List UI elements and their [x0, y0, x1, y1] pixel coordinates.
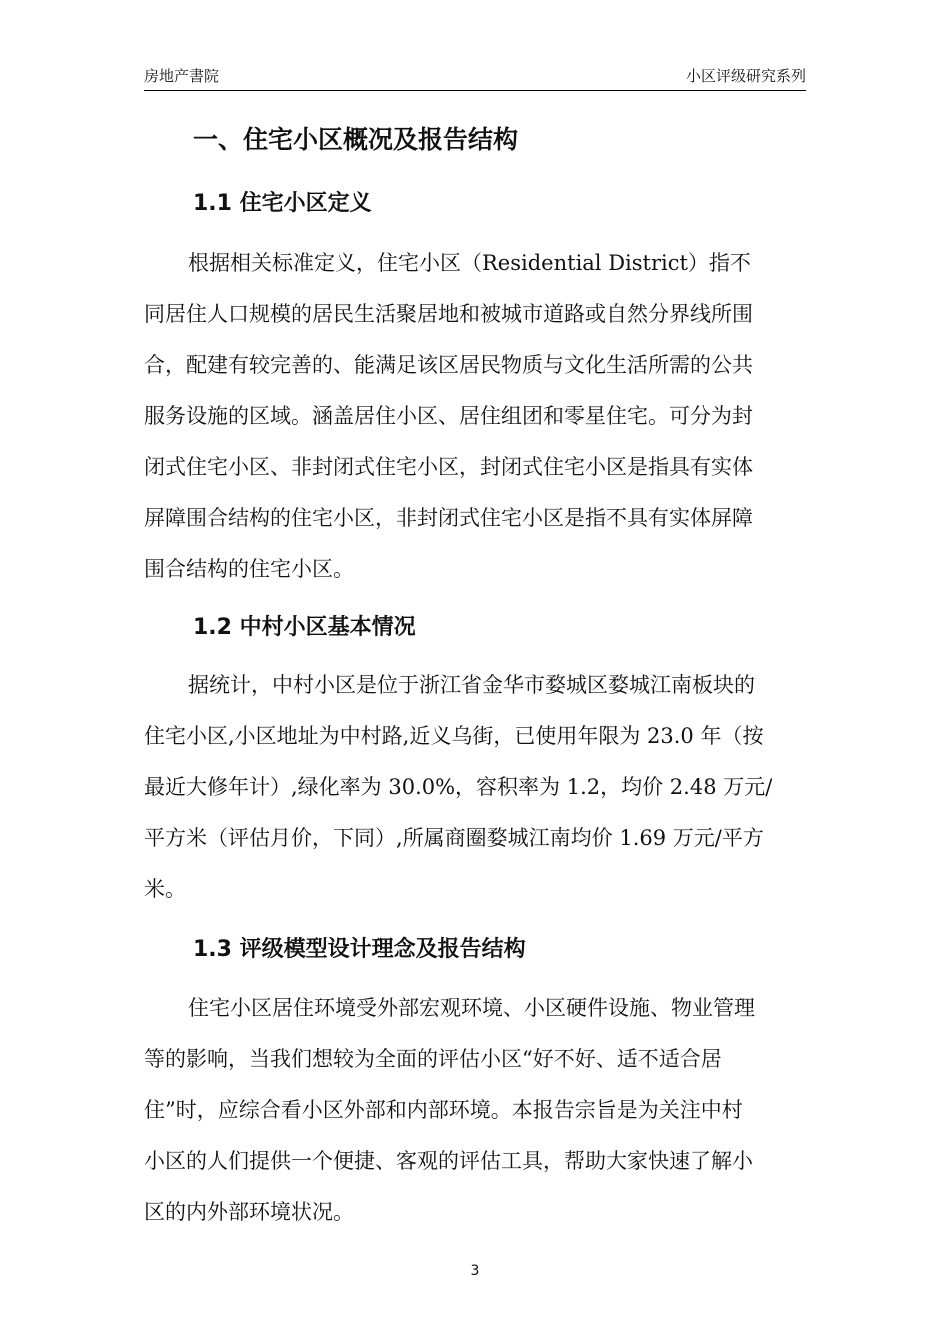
- text-line: 闭式住宅小区、非封闭式住宅小区，封闭式住宅小区是指具有实体: [144, 455, 753, 479]
- header-series: 小区评级研究系列: [685, 67, 806, 85]
- text-line: 最近大修年计）,绿化率为 30.0%，容积率为 1.2，均价 2.48 万元/: [144, 775, 773, 799]
- section-title: 一、住宅小区概况及报告结构: [193, 125, 519, 154]
- text-line: 小区的人们提供一个便捷、客观的评估工具，帮助大家快速了解小: [144, 1149, 753, 1173]
- text-line: 合，配建有较完善的、能满足该区居民物质与文化生活所需的公共: [144, 353, 753, 377]
- page-header: [144, 62, 806, 91]
- paragraph-1-2: [144, 660, 808, 915]
- text-line: 住宅小区,小区地址为中村路,近义乌街，已使用年限为 23.0 年（按: [144, 724, 764, 748]
- text-line: 住宅小区居住环境受外部宏观环境、小区硬件设施、物业管理: [188, 996, 755, 1020]
- header-publisher: 房地产書院: [144, 67, 220, 85]
- paragraph-1-3: [144, 983, 808, 1238]
- text-line: 根据相关标准定义，住宅小区（Residential District）指不: [188, 251, 751, 275]
- paragraph-1-1: [144, 238, 808, 595]
- text-line: 围合结构的住宅小区。: [144, 557, 354, 581]
- text-line: 服务设施的区域。涵盖居住小区、居住组团和零星住宅。可分为封: [144, 404, 753, 428]
- page-number: 3: [470, 1263, 480, 1279]
- heading-1-2: 1.2 中村小区基本情况: [193, 615, 416, 640]
- text-line: 区的内外部环境状况。: [144, 1200, 354, 1224]
- heading-1-3: 1.3 评级模型设计理念及报告结构: [193, 937, 526, 962]
- heading-1-1: 1.1 住宅小区定义: [193, 191, 372, 216]
- text-line: 米。: [144, 877, 186, 901]
- text-line: 同居住人口规模的居民生活聚居地和被城市道路或自然分界线所围: [144, 302, 753, 326]
- text-line: 据统计，中村小区是位于浙江省金华市婺城区婺城江南板块的: [188, 673, 755, 697]
- text-line: 平方米（评估月价，下同）,所属商圈婺城江南均价 1.69 万元/平方: [144, 826, 764, 850]
- text-line: 屏障围合结构的住宅小区，非封闭式住宅小区是指不具有实体屏障: [144, 506, 753, 530]
- text-line: 住”时，应综合看小区外部和内部环境。本报告宗旨是为关注中村: [144, 1098, 743, 1122]
- text-line: 等的影响，当我们想较为全面的评估小区“好不好、适不适合居: [144, 1047, 722, 1071]
